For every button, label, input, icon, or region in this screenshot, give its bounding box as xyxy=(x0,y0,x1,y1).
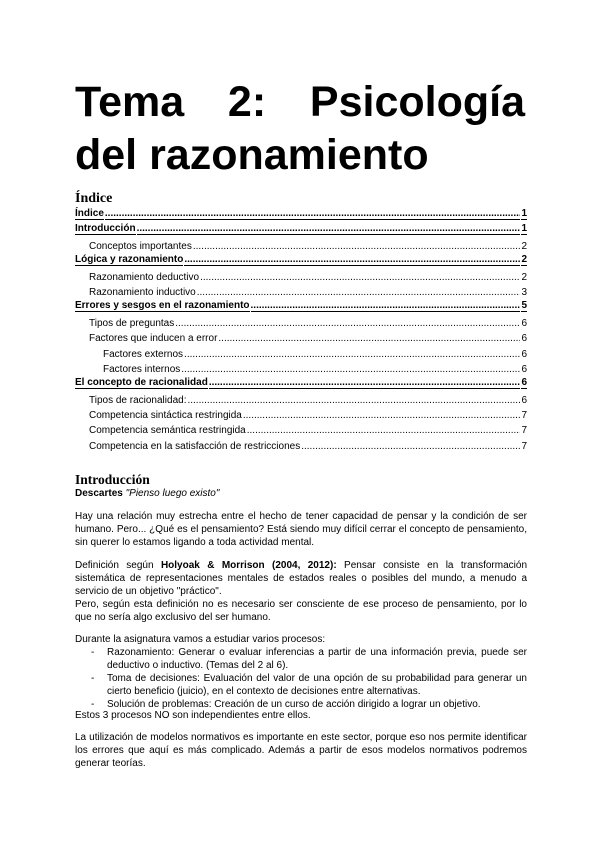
toc-entry-label: Errores y sesgos en el razonamiento xyxy=(75,300,250,312)
toc-leader-dots xyxy=(243,408,521,423)
toc-entry-label: Introducción xyxy=(75,223,136,235)
toc-leader-dots xyxy=(193,239,521,254)
toc-entry-page: 6 xyxy=(521,377,527,389)
toc-entry-label: Tipos de preguntas xyxy=(89,317,175,329)
toc-entry[interactable] xyxy=(75,377,527,392)
toc-entry-page: 6 xyxy=(521,333,527,345)
title-line-1: Tema 2: Psicología xyxy=(75,78,525,126)
intro-paragraph-4: Durante la asignatura vamos a estudiar varios procesos: xyxy=(75,634,326,645)
toc-entry-label: Factores que inducen a error xyxy=(89,333,218,345)
toc-entry-label: Factores internos xyxy=(103,363,181,375)
toc-entry-page: 5 xyxy=(521,300,527,312)
toc-leader-dots xyxy=(197,285,521,300)
toc-entry[interactable] xyxy=(75,423,527,438)
toc-entry-page: 2 xyxy=(521,271,527,283)
toc-entry-label: Factores externos xyxy=(103,348,184,360)
toc-leader-dots xyxy=(251,300,521,312)
toc-entry[interactable] xyxy=(75,300,527,315)
process-list-item: - Razonamiento: Generar o evaluar inferencias a partir de una información previa, puede ser deductivo o inductivo. (Temas del 2 al 6). xyxy=(75,646,527,672)
toc-entry-label: Competencia sintáctica restringida xyxy=(89,410,242,422)
toc-entry[interactable] xyxy=(75,285,527,300)
toc-leader-dots xyxy=(247,423,521,438)
toc-entry[interactable] xyxy=(75,239,527,254)
toc-entry[interactable] xyxy=(75,347,527,362)
toc-leader-dots xyxy=(218,331,520,346)
toc-entry-page: 6 xyxy=(521,317,527,329)
definition-text: Pensar consiste en la transformación sistemática de representaciones mentales de estados reales o posibles del mundo, a menudo a servicio de un objetivo "práctico". xyxy=(75,560,528,597)
toc-entry-label: Competencia en la satisfacción de restricciones xyxy=(89,440,301,452)
toc-entry-label: Competencia semántica restringida xyxy=(89,425,246,437)
toc-entry-page: 7 xyxy=(521,440,527,452)
process-list-item: - Toma de decisiones: Evaluación del valor de una opción de su probabilidad para generar un cierto beneficio (juicio), en el contexto de decisiones entre alternativas. xyxy=(75,672,527,698)
process-list-item: - Solución de problemas: Creación de un curso de acción dirigido a lograr un objetivo. xyxy=(75,698,527,711)
toc-leader-dots xyxy=(187,393,520,408)
toc-entry-label: Tipos de racionalidad: xyxy=(89,394,187,406)
toc-leader-dots xyxy=(184,254,520,266)
table-of-contents xyxy=(75,208,527,454)
toc-entry-page: 2 xyxy=(521,254,527,266)
toc-entry-page: 1 xyxy=(521,223,527,235)
toc-entry-label: El concepto de racionalidad xyxy=(75,377,208,389)
toc-entry-label: Conceptos importantes xyxy=(89,240,192,252)
toc-entry-label: Índice xyxy=(75,208,104,219)
definition-prefix: Definición según xyxy=(75,560,161,571)
toc-leader-dots xyxy=(181,362,520,377)
toc-leader-dots xyxy=(105,208,521,220)
intro-heading: Introducción xyxy=(75,472,150,487)
toc-entry-page: 7 xyxy=(521,425,527,437)
intro-quote xyxy=(75,488,219,499)
definition-authors: Holyoak & Morrison (2004, 2012): xyxy=(160,560,337,571)
toc-entry[interactable] xyxy=(75,331,527,346)
toc-entry[interactable] xyxy=(75,254,527,269)
toc-entry-page: 7 xyxy=(521,410,527,422)
toc-entry-page: 3 xyxy=(521,286,527,298)
intro-paragraph-2 xyxy=(75,559,527,598)
toc-leader-dots xyxy=(209,377,521,389)
toc-entry-page: 1 xyxy=(521,208,527,219)
toc-leader-dots xyxy=(184,347,520,362)
toc-entry-page: 6 xyxy=(521,363,527,375)
toc-leader-dots xyxy=(137,223,521,235)
toc-entry-label: Razonamiento deductivo xyxy=(89,271,200,283)
index-heading: Índice xyxy=(75,191,113,206)
process-list xyxy=(75,646,527,711)
toc-entry[interactable] xyxy=(75,270,527,285)
document-title xyxy=(75,76,525,182)
toc-leader-dots xyxy=(301,439,520,454)
toc-entry-page: 6 xyxy=(521,348,527,360)
toc-entry-page: 2 xyxy=(521,240,527,252)
toc-entry[interactable] xyxy=(75,316,527,331)
toc-entry[interactable] xyxy=(75,208,527,223)
quote-text: "Pienso luego existo" xyxy=(125,488,220,499)
intro-paragraph-6: La utilización de modelos normativos es importante en este sector, porque eso nos permite identificar los errores que aquí es más complicado. Además a partir de esos modelos normativos podremos generar teorías. xyxy=(75,732,527,769)
intro-paragraph-3: Pero, según esta definición no es necesario ser consciente de ese proceso de pensamiento, por lo que no sería algo exclusivo del ser humano. xyxy=(75,599,527,623)
toc-entry-label: Razonamiento inductivo xyxy=(89,286,196,298)
toc-entry-label: Lógica y razonamiento xyxy=(75,254,184,266)
toc-entry[interactable] xyxy=(75,439,527,454)
toc-entry[interactable] xyxy=(75,408,527,423)
toc-leader-dots xyxy=(175,316,520,331)
toc-leader-dots xyxy=(200,270,520,285)
quote-author: Descartes xyxy=(75,488,123,499)
toc-entry-page: 6 xyxy=(521,394,527,406)
toc-entry[interactable] xyxy=(75,223,527,238)
title-line-2: del razonamiento xyxy=(75,131,429,179)
intro-paragraph-1: Hay una relación muy estrecha entre el hecho de tener capacidad de pensar y la condición de ser humano. Pero... ¿Qué es el pensamiento? Está siendo muy difícil cerrar el concepto de pensamiento, sin querer lo estamos ligando a toda actividad mental. xyxy=(75,511,527,548)
toc-entry[interactable] xyxy=(75,362,527,377)
intro-paragraph-5: Estos 3 procesos NO son independientes entre ellos. xyxy=(75,710,311,721)
toc-entry[interactable] xyxy=(75,393,527,408)
